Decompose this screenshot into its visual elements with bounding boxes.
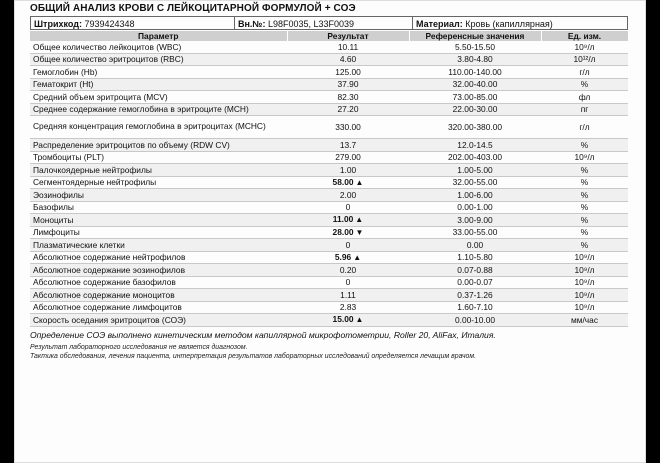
table-row — [30, 276, 628, 289]
barcode-label: Штрихкод: — [34, 19, 82, 29]
result-cell — [287, 41, 409, 53]
table-row — [30, 151, 628, 164]
reference-cell: 0.00-10.00 — [409, 314, 541, 327]
param-cell: Абсолютное содержание нейтрофилов — [30, 251, 287, 264]
unit-cell: 10⁹/л — [541, 251, 628, 264]
table-row — [30, 289, 628, 302]
table-row — [30, 226, 628, 239]
unit-cell: % — [541, 164, 628, 177]
barcode-cell — [30, 16, 235, 30]
result-cell — [287, 239, 409, 252]
result-value: 0 — [345, 202, 351, 213]
result-value: 125.00 — [335, 66, 361, 77]
unit-cell: фл — [541, 91, 628, 104]
reference-cell: 0.00-1.00 — [409, 201, 541, 214]
result-value: 27.20 — [337, 104, 359, 115]
result-value: 1.00 — [339, 164, 357, 175]
result-cell — [287, 139, 409, 152]
result-cell — [287, 314, 409, 327]
param-cell: Моноциты — [30, 214, 287, 227]
param-cell: Гематокрит (Ht) — [30, 78, 287, 91]
result-cell — [287, 251, 409, 264]
param-cell: Абсолютное содержание лимфоцитов — [30, 301, 287, 314]
result-value: 11.00 — [332, 214, 354, 225]
disclaimer-note-1: Результат лабораторного исследования не является диагнозом. — [30, 344, 248, 351]
result-cell — [287, 116, 409, 139]
table-row — [30, 139, 628, 152]
result-cell — [287, 53, 409, 66]
param-cell: Абсолютное содержание базофилов — [30, 276, 287, 289]
table-row — [30, 189, 628, 202]
reference-cell: 0.00-0.07 — [409, 276, 541, 289]
report-title: ОБЩИЙ АНАЛИЗ КРОВИ С ЛЕЙКОЦИТАРНОЙ ФОРМУЛОЙ + СОЭ — [30, 3, 356, 14]
unit-cell: 10¹²/л — [541, 53, 628, 66]
reference-cell: 5.50-15.50 — [409, 41, 541, 53]
table-header-row — [30, 31, 628, 41]
arrow-up-icon: ▲ — [355, 215, 364, 225]
reference-cell: 33.00-55.00 — [409, 226, 541, 239]
table-row — [30, 91, 628, 104]
material-value: Кровь (капиллярная) — [465, 19, 553, 29]
table-row — [30, 301, 628, 314]
specimen-info-bar — [30, 16, 628, 30]
table-row — [30, 66, 628, 79]
arrow-up-icon: ▲ — [353, 252, 362, 262]
header-param: Параметр — [30, 31, 287, 41]
reference-cell: 0.07-0.88 — [409, 264, 541, 277]
reference-cell: 1.60-7.10 — [409, 301, 541, 314]
unit-cell: 10⁹/л — [541, 289, 628, 302]
result-cell — [287, 103, 409, 116]
reference-cell: 0.00 — [409, 239, 541, 252]
unit-cell: % — [541, 201, 628, 214]
table-row — [30, 164, 628, 177]
reference-cell: 1.00-6.00 — [409, 189, 541, 202]
param-cell: Среднее содержание гемоглобина в эритроците (MCH) — [30, 103, 287, 116]
table-row — [30, 53, 628, 66]
header-result: Результат — [287, 31, 409, 41]
reference-cell: 73.00-85.00 — [409, 91, 541, 104]
unit-cell: % — [541, 226, 628, 239]
unit-cell: пг — [541, 103, 628, 116]
unit-cell: 10⁹/л — [541, 264, 628, 277]
result-value: 330.00 — [335, 122, 361, 132]
reference-cell: 320.00-380.00 — [409, 116, 541, 139]
param-cell: Распределение эритроцитов по объему (RDW CV) — [30, 139, 287, 152]
unit-cell: 10⁹/л — [541, 301, 628, 314]
unit-cell: % — [541, 139, 628, 152]
param-cell: Сегментоядерные нейтрофилы — [30, 176, 287, 189]
vn-label: Вн.№: — [238, 19, 266, 29]
reference-cell: 22.00-30.00 — [409, 103, 541, 116]
reference-cell: 0.37-1.26 — [409, 289, 541, 302]
table-row — [30, 201, 628, 214]
reference-cell: 12.0-14.5 — [409, 139, 541, 152]
table-row — [30, 214, 628, 227]
param-cell: Средний объем эритроцита (MCV) — [30, 91, 287, 104]
result-cell — [287, 301, 409, 314]
result-value: 15.00 — [332, 314, 354, 325]
table-row — [30, 116, 628, 139]
param-cell: Скорость оседания эритроцитов (СОЭ) — [30, 314, 287, 327]
param-cell: Тромбоциты (PLT) — [30, 151, 287, 164]
result-value: 4.60 — [339, 54, 357, 65]
arrow-up-icon: ▲ — [355, 315, 364, 325]
unit-cell: 10⁹/л — [541, 151, 628, 164]
result-value: 0 — [345, 277, 351, 288]
param-cell: Базофилы — [30, 201, 287, 214]
result-value: 0.20 — [339, 264, 357, 275]
unit-cell: % — [541, 239, 628, 252]
unit-cell: % — [541, 78, 628, 91]
reference-cell: 1.10-5.80 — [409, 251, 541, 264]
material-label: Материал: — [416, 19, 463, 29]
result-value: 82.30 — [337, 91, 359, 102]
result-cell — [287, 91, 409, 104]
result-cell — [287, 214, 409, 227]
result-value: 5.96 — [334, 251, 352, 262]
result-value: 28.00 — [332, 226, 354, 237]
unit-cell: г/л — [541, 66, 628, 79]
result-cell — [287, 226, 409, 239]
unit-cell: мм/час — [541, 314, 628, 327]
reference-cell: 32.00-55.00 — [409, 176, 541, 189]
reference-cell: 3.00-9.00 — [409, 214, 541, 227]
result-value: 13.7 — [339, 139, 357, 150]
param-cell: Эозинофилы — [30, 189, 287, 202]
material-cell — [413, 16, 628, 30]
result-value: 10.11 — [337, 41, 359, 52]
unit-cell: % — [541, 189, 628, 202]
unit-cell: % — [541, 214, 628, 227]
result-cell — [287, 201, 409, 214]
arrow-up-icon: ▲ — [355, 177, 364, 187]
header-reference: Референсные значения — [409, 31, 541, 41]
table-body — [30, 41, 628, 326]
result-cell — [287, 66, 409, 79]
result-value: 0 — [345, 239, 351, 250]
result-cell — [287, 264, 409, 277]
unit-cell: г/л — [541, 116, 628, 139]
param-cell: Абсолютное содержание эозинофилов — [30, 264, 287, 277]
result-cell — [287, 189, 409, 202]
result-value: 37.90 — [337, 79, 359, 90]
table-row — [30, 41, 628, 53]
table-row — [30, 264, 628, 277]
table-row — [30, 78, 628, 91]
result-cell — [287, 176, 409, 189]
barcode-value: 7939424348 — [84, 19, 135, 29]
unit-cell: % — [541, 176, 628, 189]
result-cell — [287, 164, 409, 177]
result-value: 1.11 — [340, 289, 356, 300]
param-cell: Лимфоциты — [30, 226, 287, 239]
param-cell: Гемоглобин (Hb) — [30, 66, 287, 79]
param-cell: Плазматические клетки — [30, 239, 287, 252]
vn-cell — [235, 16, 413, 30]
table-row — [30, 314, 628, 327]
result-cell — [287, 289, 409, 302]
method-note: Определение СОЭ выполнено кинетическим методом капиллярной микрофотометрии, Roller 20, AliFax, Италия. — [30, 330, 496, 340]
reference-cell: 202.00-403.00 — [409, 151, 541, 164]
table-row — [30, 103, 628, 116]
reference-cell: 110.00-140.00 — [409, 66, 541, 79]
disclaimer-note-2: Тактика обследования, лечения пациента, интерпретация результатов лабораторных исследований определяется лечащим врачом. — [30, 353, 476, 360]
vn-value: L98F0035, L33F0039 — [267, 19, 355, 29]
result-value: 2.83 — [339, 302, 357, 313]
unit-cell: 10⁹/л — [541, 41, 628, 53]
result-cell — [287, 151, 409, 164]
result-value: 279.00 — [335, 152, 361, 163]
result-value: 58.00 — [332, 176, 354, 187]
results-table — [30, 31, 629, 327]
table-row — [30, 239, 628, 252]
param-cell: Средняя концентрация гемоглобина в эритроцитах (MCHC) — [30, 116, 287, 139]
result-cell — [287, 78, 409, 91]
param-cell: Общее количество эритроцитов (RBC) — [30, 53, 287, 66]
reference-cell: 1.00-5.00 — [409, 164, 541, 177]
reference-cell: 3.80-4.80 — [409, 53, 541, 66]
table-row — [30, 176, 628, 189]
param-cell: Палочкоядерные нейтрофилы — [30, 164, 287, 177]
param-cell: Общее количество лейкоцитов (WBC) — [30, 41, 287, 53]
param-cell: Абсолютное содержание моноцитов — [30, 289, 287, 302]
header-unit: Ед. изм. — [541, 31, 628, 41]
arrow-down-icon: ▼ — [355, 227, 364, 237]
result-cell — [287, 276, 409, 289]
reference-cell: 32.00-40.00 — [409, 78, 541, 91]
result-value: 2.00 — [339, 189, 357, 200]
unit-cell: 10⁹/л — [541, 276, 628, 289]
table-row — [30, 251, 628, 264]
